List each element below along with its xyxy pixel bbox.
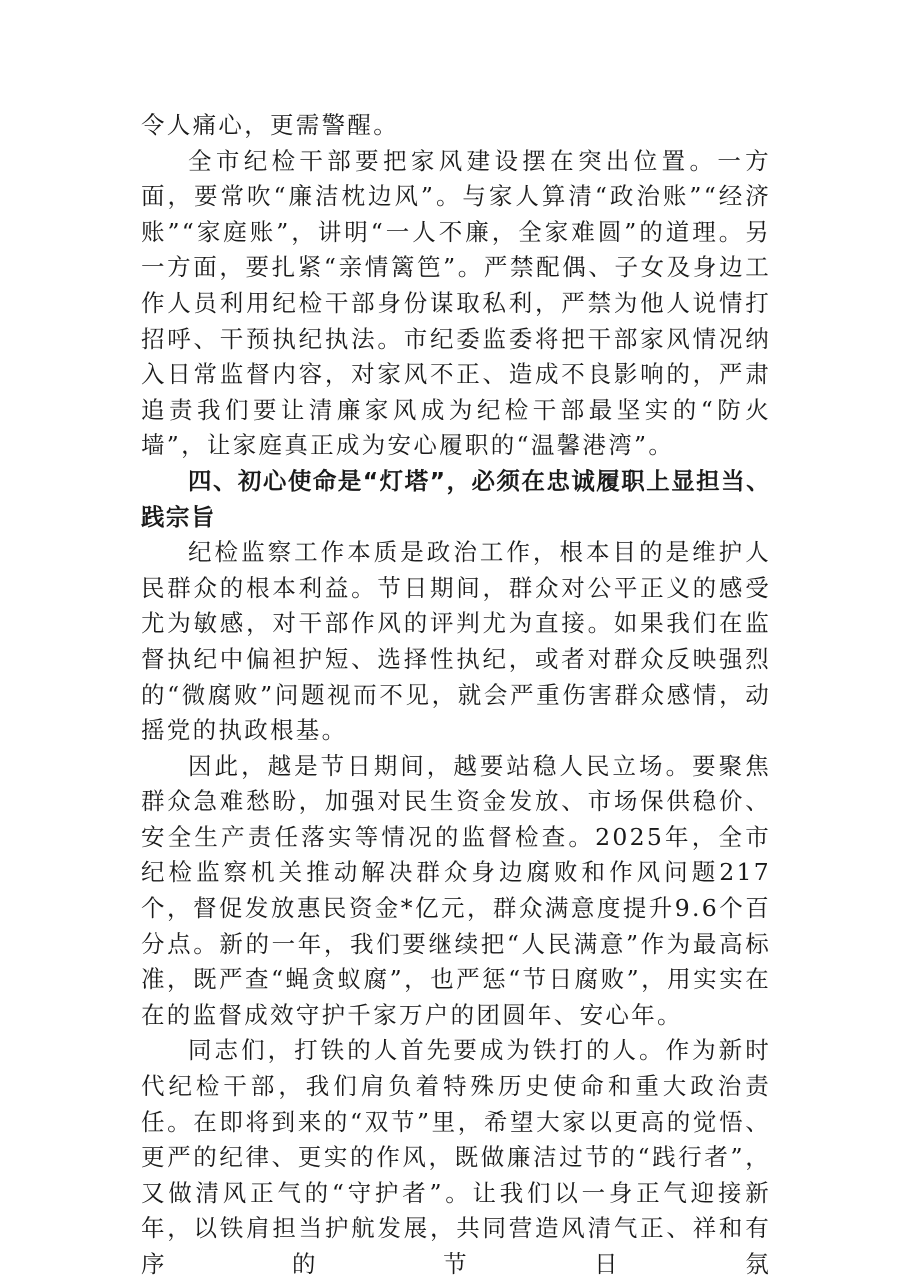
paragraph-people-stance: 因此，越是节日期间，越要站稳人民立场。要聚焦群众急难愁盼，加强对民生资金发放、市场保供稳价、安全生产责任落实等情况的监督检查。2025年，全市纪检监察机关推动解决群众身边腐败和作风问题217个，督促发放惠民资金*亿元，群众满意度提升9.6个百分点。新的一年，我们要继续把“人民满意”作为最高标准，既严查“蝇贪蚁腐”，也严惩“节日腐败”，用实实在在的监督成效守护千家万户的团圆年、安心年。: [141, 751, 771, 1029]
paragraph-continuation: 令人痛心，更需警醒。: [141, 111, 399, 139]
document-body: [141, 108, 771, 1283]
section-heading-four: 四、初心使命是“灯塔”，必须在忠诚履职上显担当、践宗旨: [141, 466, 771, 531]
paragraph-closing-remarks: 同志们，打铁的人首先要成为铁打的人。作为新时代纪检干部，我们肩负着特殊历史使命和重大政治责任。在即将到来的“双节”里，希望大家以更高的觉悟、更严的纪律、更实的作风，既做廉洁过节的“践行者”，又做清风正气的“守护者”。让我们以一身正气迎接新年，以铁肩担当护航发展，共同营造风清气正、祥和有序的节日氛: [141, 1036, 771, 1278]
paragraph-family-style: 全市纪检干部要把家风建设摆在突出位置。一方面，要常吹“廉洁枕边风”。与家人算清“政治账”“经济账”“家庭账”，讲明“一人不廉，全家难圆”的道理。另一方面，要扎紧“亲情篱笆”。严禁配偶、子女及身边工作人员利用纪检干部身份谋取私利，严禁为他人说情打招呼、干预执纪执法。市纪委监委将把干部家风情况纳入日常监督内容，对家风不正、造成不良影响的，严肃追责我们要让清廉家风成为纪检干部最坚实的“防火墙”，让家庭真正成为安心履职的“温馨港湾”。: [141, 146, 771, 460]
paragraph-political-work: 纪检监察工作本质是政治工作，根本目的是维护人民群众的根本利益。节日期间，群众对公平正义的感受尤为敏感，对干部作风的评判尤为直接。如果我们在监督执纪中偏袒护短、选择性执纪，或者对群众反映强烈的“微腐败”问题视而不见，就会严重伤害群众感情，动摇党的执政根基。: [141, 538, 771, 745]
